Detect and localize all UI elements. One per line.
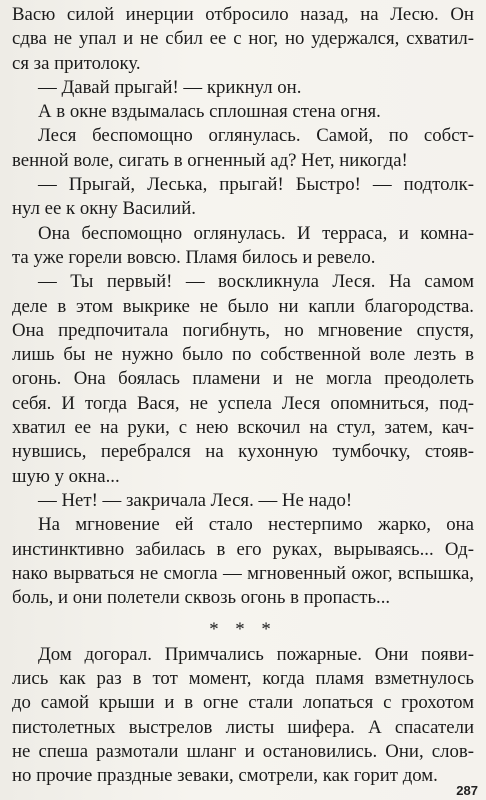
text-line: На мгновение ей стало нестерпимо жарко, она — [38, 514, 474, 536]
text-line: пистолетных выстрелов листы шифера. А спасатели — [12, 716, 474, 738]
page-text — [12, 3, 474, 789]
text-line: Леся беспомощно оглянулась. Самой, по собст- — [38, 125, 474, 147]
text-line: ся за притолоку. — [12, 52, 141, 74]
text-line: Она беспомощно оглянулась. И терраса, и комна- — [38, 222, 474, 244]
text-line: — Давай прыгай! — крикнул он. — [38, 76, 302, 98]
text-line: Васю силой инерции отбросило назад, на Лесю. Он — [12, 4, 474, 25]
text-line: себя. И тогда Вася, не успела Леся опомниться, под- — [12, 392, 474, 414]
text-line: не спеша размотали шланг и остановились. Они, слов- — [12, 740, 474, 762]
text-line: до самой крыши и в огне стали лопаться с грохотом — [12, 692, 474, 714]
section-separator: * * * — [209, 619, 277, 641]
text-line: лись как раз в тот момент, когда пламя взметнулось — [12, 668, 474, 690]
text-line: Дом догорал. Примчались пожарные. Они появи- — [38, 643, 474, 665]
text-line: шую у окна... — [12, 465, 120, 487]
text-line: та уже горели вовсю. Пламя билось и ревело. — [12, 246, 376, 268]
text-line: нул ее к окну Василий. — [12, 198, 196, 220]
text-line: лишь бы не нужно было по собственной воле лезть в — [12, 344, 474, 366]
text-line: боль, и они полетели сквозь огонь в пропасть... — [12, 587, 391, 609]
text-line: инстинктивно забилась в его руках, вырываясь... Од- — [12, 538, 474, 560]
text-line: — Прыгай, Леська, прыгай! Быстро! — подтолк- — [38, 174, 474, 196]
text-line: — Нет! — закричала Леся. — Не надо! — [38, 489, 353, 511]
page-number: 287 — [456, 783, 478, 798]
text-line: огонь. Она боялась пламени и не могла преодолеть — [12, 368, 474, 390]
text-line: хватил ее на руки, с нею вскочил на стул, затем, кач- — [12, 417, 474, 439]
text-line: — Ты первый! — воскликнула Леся. На самом — [38, 271, 474, 293]
text-line: А в окне вздымалась сплошная стена огня. — [38, 101, 381, 123]
text-line: Она предпочитала погибнуть, но мгновение спустя, — [12, 319, 474, 341]
text-line: сдва не упал и не сбил ее с ног, но удержался, схватил- — [12, 28, 474, 50]
text-line: но прочие праздные зеваки, смотрели, как горит дом. — [12, 765, 438, 787]
text-line: нувшись, перебрался на кухонную тумбочку, стояв- — [12, 441, 474, 463]
text-line: венной воле, сигать в огненный ад? Нет, никогда! — [12, 149, 408, 171]
text-line: деле в этом выкрике не было ни капли благородства. — [12, 295, 474, 317]
text-line: нако вырваться не смогла — мгновенный ожог, вспышка, — [12, 562, 474, 584]
